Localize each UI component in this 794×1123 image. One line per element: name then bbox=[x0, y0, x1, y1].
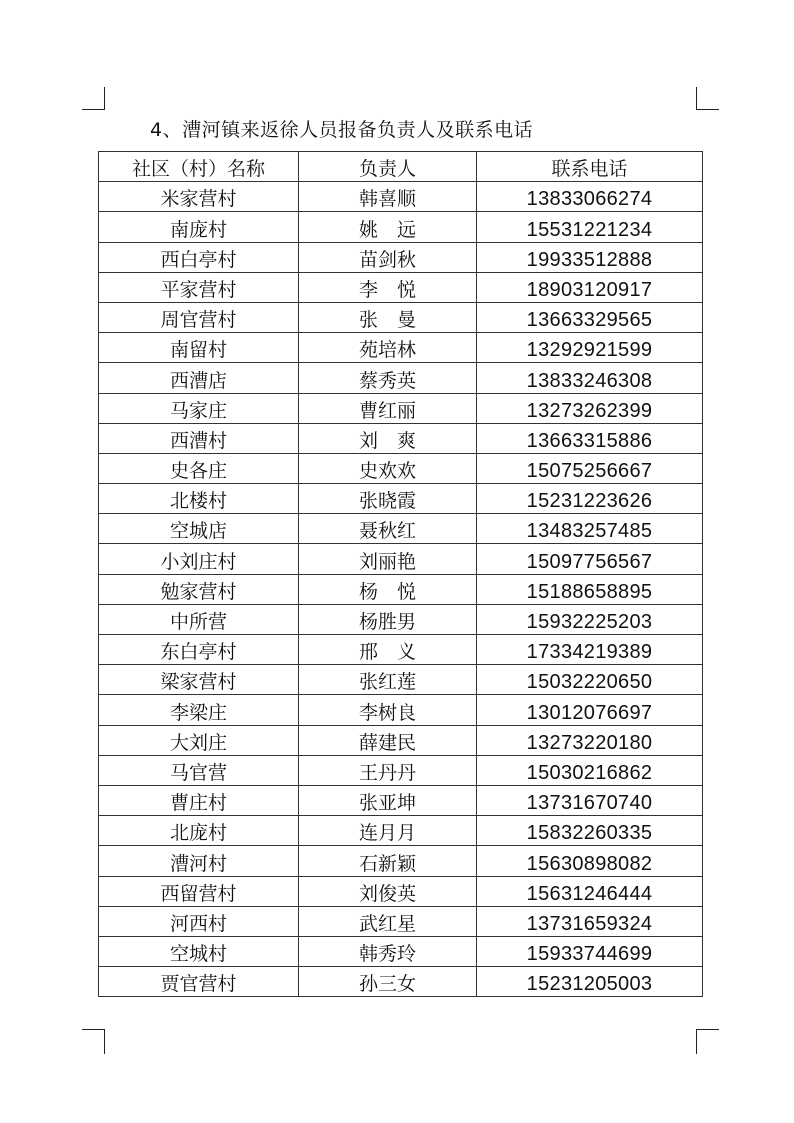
table-row bbox=[99, 182, 703, 212]
table-row bbox=[99, 453, 703, 483]
table-row bbox=[99, 393, 703, 423]
table-row bbox=[99, 574, 703, 604]
phone-number-cell: 13833066274 bbox=[477, 182, 703, 212]
phone-number-cell: 13292921599 bbox=[477, 333, 703, 363]
header-person-in-charge: 负责人 bbox=[299, 152, 477, 182]
village-name-cell: 米家营村 bbox=[99, 182, 299, 212]
table-row bbox=[99, 695, 703, 725]
village-name-cell: 南留村 bbox=[99, 333, 299, 363]
person-in-charge-cell: 孙三女 bbox=[299, 967, 477, 997]
table-row bbox=[99, 212, 703, 242]
phone-number-cell: 13663315886 bbox=[477, 423, 703, 453]
header-phone: 联系电话 bbox=[477, 152, 703, 182]
phone-number-cell: 15231223626 bbox=[477, 484, 703, 514]
table-row bbox=[99, 665, 703, 695]
crop-mark-bottom-left bbox=[82, 1029, 105, 1054]
person-in-charge-cell: 邢 义 bbox=[299, 635, 477, 665]
person-in-charge-cell: 苗剑秋 bbox=[299, 242, 477, 272]
village-name-cell: 中所营 bbox=[99, 604, 299, 634]
person-in-charge-cell: 苑培林 bbox=[299, 333, 477, 363]
phone-number-cell: 15832260335 bbox=[477, 816, 703, 846]
document-title: 4、漕河镇来返徐人员报备负责人及联系电话 bbox=[150, 119, 534, 141]
person-in-charge-cell: 杨胜男 bbox=[299, 604, 477, 634]
table-row bbox=[99, 484, 703, 514]
person-in-charge-cell: 刘丽艳 bbox=[299, 544, 477, 574]
table-header-row bbox=[99, 152, 703, 182]
person-in-charge-cell: 蔡秀英 bbox=[299, 363, 477, 393]
phone-number-cell: 15630898082 bbox=[477, 846, 703, 876]
phone-number-cell: 19933512888 bbox=[477, 242, 703, 272]
person-in-charge-cell: 刘俊英 bbox=[299, 876, 477, 906]
village-name-cell: 李梁庄 bbox=[99, 695, 299, 725]
person-in-charge-cell: 李树良 bbox=[299, 695, 477, 725]
village-name-cell: 西留营村 bbox=[99, 876, 299, 906]
village-name-cell: 河西村 bbox=[99, 906, 299, 936]
phone-number-cell: 15188658895 bbox=[477, 574, 703, 604]
phone-number-cell: 13731659324 bbox=[477, 906, 703, 936]
village-name-cell: 贾官营村 bbox=[99, 967, 299, 997]
table-row bbox=[99, 846, 703, 876]
person-in-charge-cell: 韩喜顺 bbox=[299, 182, 477, 212]
table-row bbox=[99, 967, 703, 997]
phone-number-cell: 15032220650 bbox=[477, 665, 703, 695]
village-name-cell: 史各庄 bbox=[99, 453, 299, 483]
phone-number-cell: 15933744699 bbox=[477, 936, 703, 966]
phone-number-cell: 15531221234 bbox=[477, 212, 703, 242]
phone-number-cell: 13273262399 bbox=[477, 393, 703, 423]
table-row bbox=[99, 906, 703, 936]
person-in-charge-cell: 韩秀玲 bbox=[299, 936, 477, 966]
person-in-charge-cell: 张晓霞 bbox=[299, 484, 477, 514]
person-in-charge-cell: 刘 爽 bbox=[299, 423, 477, 453]
table-row bbox=[99, 816, 703, 846]
phone-number-cell: 13483257485 bbox=[477, 514, 703, 544]
phone-number-cell: 15231205003 bbox=[477, 967, 703, 997]
person-in-charge-cell: 张红莲 bbox=[299, 665, 477, 695]
person-in-charge-cell: 曹红丽 bbox=[299, 393, 477, 423]
village-name-cell: 周官营村 bbox=[99, 302, 299, 332]
village-name-cell: 西白亭村 bbox=[99, 242, 299, 272]
village-name-cell: 马官营 bbox=[99, 755, 299, 785]
crop-mark-top-right bbox=[696, 87, 719, 110]
table-row bbox=[99, 363, 703, 393]
person-in-charge-cell: 石新颖 bbox=[299, 846, 477, 876]
village-name-cell: 东白亭村 bbox=[99, 635, 299, 665]
table-row bbox=[99, 544, 703, 574]
person-in-charge-cell: 薛建民 bbox=[299, 725, 477, 755]
village-name-cell: 大刘庄 bbox=[99, 725, 299, 755]
person-in-charge-cell: 杨 悦 bbox=[299, 574, 477, 604]
crop-mark-bottom-right bbox=[696, 1029, 719, 1054]
table-row bbox=[99, 876, 703, 906]
crop-mark-top-left bbox=[82, 87, 105, 110]
table-row bbox=[99, 725, 703, 755]
table-row bbox=[99, 604, 703, 634]
table-row bbox=[99, 302, 703, 332]
header-village-name: 社区（村）名称 bbox=[99, 152, 299, 182]
person-in-charge-cell: 聂秋红 bbox=[299, 514, 477, 544]
table-row bbox=[99, 785, 703, 815]
person-in-charge-cell: 王丹丹 bbox=[299, 755, 477, 785]
village-name-cell: 北楼村 bbox=[99, 484, 299, 514]
village-name-cell: 空城店 bbox=[99, 514, 299, 544]
phone-number-cell: 15075256667 bbox=[477, 453, 703, 483]
table-row bbox=[99, 333, 703, 363]
phone-number-cell: 13833246308 bbox=[477, 363, 703, 393]
table-row bbox=[99, 936, 703, 966]
person-in-charge-cell: 史欢欢 bbox=[299, 453, 477, 483]
table-row bbox=[99, 514, 703, 544]
phone-number-cell: 18903120917 bbox=[477, 272, 703, 302]
person-in-charge-cell: 连月月 bbox=[299, 816, 477, 846]
person-in-charge-cell: 张亚坤 bbox=[299, 785, 477, 815]
table-row bbox=[99, 272, 703, 302]
village-name-cell: 曹庄村 bbox=[99, 785, 299, 815]
village-name-cell: 西漕店 bbox=[99, 363, 299, 393]
phone-number-cell: 15932225203 bbox=[477, 604, 703, 634]
village-name-cell: 漕河村 bbox=[99, 846, 299, 876]
phone-number-cell: 15631246444 bbox=[477, 876, 703, 906]
contact-table bbox=[98, 151, 703, 997]
phone-number-cell: 13012076697 bbox=[477, 695, 703, 725]
person-in-charge-cell: 李 悦 bbox=[299, 272, 477, 302]
phone-number-cell: 13731670740 bbox=[477, 785, 703, 815]
village-name-cell: 西漕村 bbox=[99, 423, 299, 453]
village-name-cell: 勉家营村 bbox=[99, 574, 299, 604]
phone-number-cell: 15030216862 bbox=[477, 755, 703, 785]
phone-number-cell: 15097756567 bbox=[477, 544, 703, 574]
village-name-cell: 空城村 bbox=[99, 936, 299, 966]
phone-number-cell: 13663329565 bbox=[477, 302, 703, 332]
table-row bbox=[99, 755, 703, 785]
table-body bbox=[99, 182, 703, 997]
person-in-charge-cell: 武红星 bbox=[299, 906, 477, 936]
village-name-cell: 北庞村 bbox=[99, 816, 299, 846]
table-row bbox=[99, 242, 703, 272]
village-name-cell: 马家庄 bbox=[99, 393, 299, 423]
table-row bbox=[99, 423, 703, 453]
phone-number-cell: 13273220180 bbox=[477, 725, 703, 755]
village-name-cell: 小刘庄村 bbox=[99, 544, 299, 574]
village-name-cell: 梁家营村 bbox=[99, 665, 299, 695]
person-in-charge-cell: 张 曼 bbox=[299, 302, 477, 332]
table-row bbox=[99, 635, 703, 665]
village-name-cell: 平家营村 bbox=[99, 272, 299, 302]
person-in-charge-cell: 姚 远 bbox=[299, 212, 477, 242]
phone-number-cell: 17334219389 bbox=[477, 635, 703, 665]
village-name-cell: 南庞村 bbox=[99, 212, 299, 242]
